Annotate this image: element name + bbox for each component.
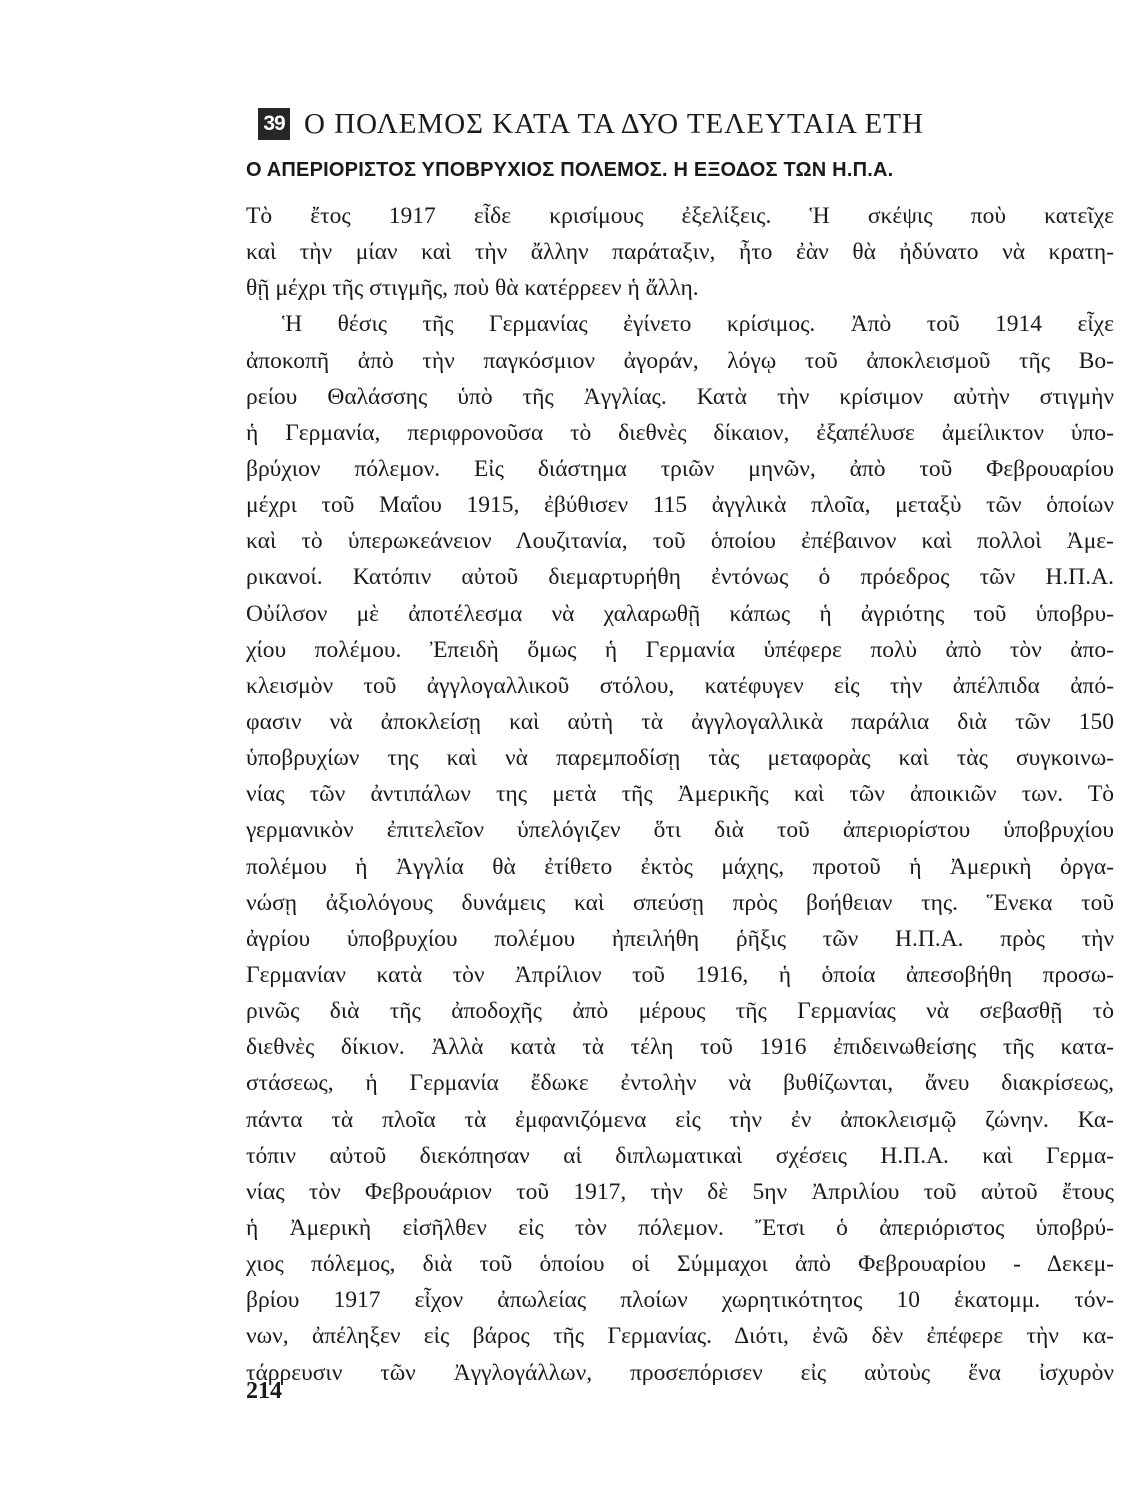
chapter-header <box>258 102 1078 146</box>
text-line: στάσεως, ἡ Γερμανία ἔδωκε ἐντολὴν νὰ βυθίζωνται, ἄνευ διακρίσεως, <box>246 1070 1114 1097</box>
text-line: βρίου 1917 εἶχον ἀπωλείας πλοίων χωρητικότητος 10 ἑκατομμ. τόν- <box>246 1287 1114 1314</box>
text-line: ἀγρίου ὑποβρυχίου πολέμου ἠπειλήθη ῥῆξις τῶν Η.Π.Α. πρὸς τὴν <box>246 925 1114 952</box>
text-line: Ἡ θέσις τῆς Γερμανίας ἐγίνετο κρίσιμος. Ἀπὸ τοῦ 1914 εἶχε <box>282 311 1114 338</box>
text-line: νων, ἀπέληξεν εἰς βάρος τῆς Γερμανίας. Διότι, ἐνῶ δὲν ἐπέφερε τὴν κα- <box>246 1323 1114 1350</box>
text-line: νίας τῶν ἀντιπάλων της μετὰ τῆς Ἀμερικῆς καὶ τῶν ἀποικιῶν των. Τὸ <box>246 781 1114 808</box>
text-line: Οὐίλσον μὲ ἀποτέλεσμα νὰ χαλαρωθῇ κάπως ἡ ἀγριότης τοῦ ὑποβρυ- <box>246 600 1114 627</box>
text-line: ὑποβρυχίων της καὶ νὰ παρεμποδίσῃ τὰς μεταφορὰς καὶ τὰς συγκοινω- <box>246 745 1114 772</box>
text-line: τόπιν αὐτοῦ διεκόπησαν αἱ διπλωματικαὶ σχέσεις Η.Π.Α. καὶ Γερμα- <box>246 1142 1114 1169</box>
text-line: πάντα τὰ πλοῖα τὰ ἐμφανιζόμενα εἰς τὴν ἐν ἀποκλεισμῷ ζώνην. Κα- <box>246 1106 1114 1133</box>
text-line: καὶ τὸ ὑπερωκεάνειον Λουζιτανία, τοῦ ὁποίου ἐπέβαινον καὶ πολλοὶ Ἀμε- <box>246 528 1114 555</box>
text-line: καὶ τὴν μίαν καὶ τὴν ἄλλην παράταξιν, ἦτο ἐὰν θὰ ἠδύνατο νὰ κρατη- <box>246 239 1114 266</box>
text-line: νίας τὸν Φεβρουάριον τοῦ 1917, τὴν δὲ 5ην Ἀπριλίου τοῦ αὐτοῦ ἔτους <box>246 1178 1114 1205</box>
text-line: ἡ Γερμανία, περιφρονοῦσα τὸ διεθνὲς δίκαιον, ἐξαπέλυσε ἀμείλικτον ὑπο- <box>246 419 1114 446</box>
text-line: κλεισμὸν τοῦ ἀγγλογαλλικοῦ στόλου, κατέφυγεν εἰς τὴν ἀπέλπιδα ἀπό- <box>246 672 1114 699</box>
section-subtitle: Ο ΑΠΕΡΙΟΡΙΣΤΟΣ ΥΠΟΒΡΥΧΙΟΣ ΠΟΛΕΜΟΣ. Η ΕΞΟΔΟΣ ΤΩΝ Η.Π.Α. <box>246 159 894 181</box>
text-line: φασιν νὰ ἀποκλείσῃ καὶ αὐτὴ τὰ ἀγγλογαλλικὰ παράλια διὰ τῶν 150 <box>246 708 1114 735</box>
text-line: ρινῶς διὰ τῆς ἀποδοχῆς ἀπὸ μέρους τῆς Γερμανίας νὰ σεβασθῇ τὸ <box>246 998 1114 1025</box>
text-line: ἡ Ἀμερικὴ εἰσῆλθεν εἰς τὸν πόλεμον. Ἔτσι ὁ ἀπεριόριστος ὑποβρύ- <box>246 1214 1114 1241</box>
text-line: διεθνὲς δίκιον. Ἀλλὰ κατὰ τὰ τέλη τοῦ 1916 ἐπιδεινωθείσης τῆς κατα- <box>246 1034 1114 1061</box>
text-line: πολέμου ἡ Ἀγγλία θὰ ἐτίθετο ἐκτὸς μάχης, προτοῦ ἡ Ἀμερικὴ ὀργα- <box>246 853 1114 880</box>
text-line: μέχρι τοῦ Μαΐου 1915, ἐβύθισεν 115 ἀγγλικὰ πλοῖα, μεταξὺ τῶν ὁποίων <box>246 492 1114 519</box>
text-line: νώσῃ ἀξιολόγους δυνάμεις καὶ σπεύσῃ πρὸς βοήθειαν της. Ἕνεκα τοῦ <box>246 889 1114 916</box>
body-text <box>246 198 1114 1391</box>
text-line: Γερμανίαν κατὰ τὸν Ἀπρίλιον τοῦ 1916, ἡ ὁποία ἀπεσοβήθη προσω- <box>246 961 1114 988</box>
text-line: Τὸ ἔτος 1917 εἶδε κρισίμους ἐξελίξεις. Ἡ σκέψις ποὺ κατεῖχε <box>246 203 1114 229</box>
chapter-title: Ο ΠΟΛΕΜΟΣ ΚΑΤΑ ΤΑ ΔΥΟ ΤΕΛΕΥΤΑΙΑ ΕΤΗ <box>304 107 924 140</box>
text-line: βρύχιον πόλεμον. Εἰς διάστημα τριῶν μηνῶν, ἀπὸ τοῦ Φεβρουαρίου <box>246 455 1114 482</box>
page-number: 214 <box>246 1378 282 1404</box>
text-line: ρείου Θαλάσσης ὑπὸ τῆς Ἀγγλίας. Κατὰ τὴν κρίσιμον αὐτὴν στιγμὴν <box>246 383 1114 410</box>
text-line: ρικανοί. Κατόπιν αὐτοῦ διεμαρτυρήθη ἐντόνως ὁ πρόεδρος τῶν Η.Π.Α. <box>246 564 1114 591</box>
text-line: χιος πόλεμος, διὰ τοῦ ὁποίου οἱ Σύμμαχοι ἀπὸ Φεβρουαρίου - Δεκεμ- <box>246 1251 1114 1278</box>
text-line: γερμανικὸν ἐπιτελεῖον ὑπελόγιζεν ὅτι διὰ τοῦ ἀπεριορίστου ὑποβρυχίου <box>246 817 1114 844</box>
text-line: τάρρευσιν τῶν Ἀγγλογάλλων, προσεπόρισεν εἰς αὐτοὺς ἕνα ἰσχυρὸν <box>246 1359 1114 1386</box>
chapter-number-badge: 39 <box>258 108 290 140</box>
text-line: θῇ μέχρι τῆς στιγμῆς, ποὺ θὰ κατέρρεεν ἡ ἄλλη. <box>246 275 699 302</box>
text-line: ἀποκοπῆ ἀπὸ τὴν παγκόσμιον ἀγοράν, λόγῳ τοῦ ἀποκλεισμοῦ τῆς Βο- <box>246 347 1114 374</box>
text-line: χίου πολέμου. Ἐπειδὴ ὅμως ἡ Γερμανία ὑπέφερε πολὺ ἀπὸ τὸν ἀπο- <box>246 636 1114 663</box>
